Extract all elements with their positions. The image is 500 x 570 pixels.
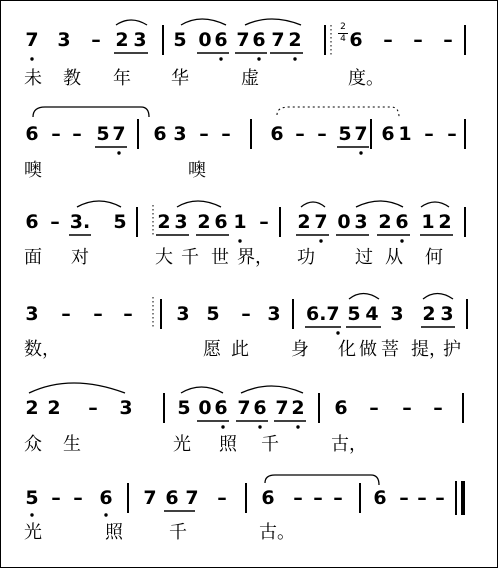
note: 2: [422, 303, 436, 325]
note: 6: [99, 487, 113, 509]
octave-dot: [30, 57, 33, 60]
note: –: [51, 487, 61, 509]
note: –: [443, 29, 453, 51]
slur: [301, 202, 325, 207]
note: 2: [197, 211, 211, 233]
note: –: [259, 211, 269, 233]
note: –: [399, 487, 409, 509]
note: 6: [253, 397, 267, 419]
lyric: 愿: [203, 339, 221, 360]
note: 5: [347, 303, 361, 325]
note: 2: [115, 29, 129, 51]
note: 6: [395, 211, 409, 233]
lyric: 教: [63, 68, 81, 89]
lyric: 何: [425, 247, 443, 268]
score-marks: [1, 385, 499, 475]
lyric: 生: [63, 434, 81, 455]
note: 5: [25, 487, 39, 509]
slur: [421, 202, 449, 207]
lyric: 界，: [237, 247, 273, 268]
octave-dot: [104, 513, 107, 516]
score-marks: [1, 201, 499, 291]
note: 7: [326, 303, 340, 325]
note: 7: [25, 29, 39, 51]
lyric: 众: [24, 434, 42, 455]
note: 2: [25, 397, 39, 419]
note: –: [317, 123, 327, 145]
note: –: [51, 123, 61, 145]
lyric: 噢: [24, 160, 42, 181]
lyric: 千: [181, 247, 199, 268]
note: 3: [173, 123, 187, 145]
lyric: 世: [211, 247, 229, 268]
note: 0: [198, 29, 212, 51]
note: –: [88, 397, 98, 419]
note: –: [369, 397, 379, 419]
note: 3: [133, 29, 147, 51]
note: 7: [237, 397, 251, 419]
lyric: 菩: [381, 339, 399, 360]
note: 0: [337, 211, 351, 233]
lyric: 照: [105, 522, 123, 543]
lyric: 年: [113, 68, 131, 89]
lyric: 此: [231, 339, 249, 360]
note: 6: [381, 123, 395, 145]
note: 4: [365, 303, 379, 325]
slur: [177, 201, 221, 207]
lyric: 古，: [331, 434, 367, 455]
score-system-1: [1, 21, 499, 111]
lyric: 面: [24, 247, 42, 268]
note: –: [333, 487, 343, 509]
note: 1: [233, 211, 247, 233]
note: –: [435, 487, 445, 509]
slur: [181, 387, 223, 393]
lyric: 度。: [348, 68, 384, 89]
octave-dot: [319, 239, 322, 242]
score-system-3: [1, 201, 499, 291]
lyric: 提，: [411, 339, 447, 360]
note: 7: [185, 487, 199, 509]
lyric: 虚: [241, 68, 259, 89]
note: 0: [198, 397, 212, 419]
note: 2: [378, 211, 392, 233]
slur: [116, 20, 147, 25]
note: 1: [421, 211, 435, 233]
lyric: 护: [443, 339, 461, 360]
octave-dot: [336, 331, 339, 334]
octave-dot: [293, 57, 296, 60]
lyric: 化: [338, 339, 356, 360]
note: 7: [275, 397, 289, 419]
note: –: [221, 123, 231, 145]
lyric: 做: [359, 339, 377, 360]
note: –: [50, 211, 60, 233]
slur: [423, 294, 453, 300]
note: 6: [349, 29, 363, 51]
note: 5: [206, 303, 220, 325]
note: 5: [96, 123, 110, 145]
score-system-6: [1, 477, 499, 567]
octave-dot: [400, 239, 403, 242]
note: 6: [261, 487, 275, 509]
slur: [349, 294, 379, 300]
note: 2: [288, 29, 302, 51]
lyric: 光: [24, 522, 42, 543]
tie-bracket: [265, 475, 379, 485]
note: 7: [143, 487, 157, 509]
octave-dot: [238, 239, 241, 242]
lyric: 千: [261, 434, 279, 455]
note: –: [417, 487, 427, 509]
slur: [356, 201, 403, 207]
note: 7: [271, 29, 285, 51]
note: 3: [390, 303, 404, 325]
note: –: [241, 303, 251, 325]
score-system-4: [1, 293, 499, 383]
score-system-2: [1, 111, 499, 201]
note: 6: [334, 397, 348, 419]
note: –: [93, 303, 103, 325]
note: 3: [354, 211, 368, 233]
note: 3: [440, 303, 454, 325]
note: –: [61, 303, 71, 325]
note: –: [123, 303, 133, 325]
octave-dot: [296, 425, 299, 428]
note: –: [433, 397, 443, 419]
lyric: 照: [219, 434, 237, 455]
note: –: [447, 123, 457, 145]
note: 5: [173, 29, 187, 51]
lyric: 数，: [24, 339, 60, 360]
lyric: 未: [24, 68, 42, 89]
lyric: 噢: [188, 160, 206, 181]
note: –: [72, 123, 82, 145]
note: 2: [297, 211, 311, 233]
note: 6: [153, 123, 167, 145]
note: 2: [47, 397, 61, 419]
octave-dot: [257, 57, 260, 60]
note: 5: [177, 397, 191, 419]
note: –: [313, 487, 323, 509]
octave-dot: [258, 425, 261, 428]
slur: [29, 383, 125, 393]
lyric: 华: [171, 68, 189, 89]
score-marks: [1, 111, 499, 201]
slur: [77, 201, 121, 207]
note: 6: [214, 211, 228, 233]
lyric: 大: [155, 247, 173, 268]
note: –: [293, 487, 303, 509]
note: –: [91, 29, 101, 51]
lyric: 功: [297, 247, 315, 268]
score-system-5: [1, 385, 499, 475]
note: 2: [438, 211, 452, 233]
slur: [241, 386, 303, 393]
slur: [245, 19, 301, 25]
note: 3.: [69, 211, 91, 233]
note: 3: [174, 211, 188, 233]
octave-dot: [221, 425, 224, 428]
note: –: [217, 487, 227, 509]
note: 1: [398, 123, 412, 145]
slur: [181, 19, 226, 25]
octave-dot: [117, 151, 120, 154]
note: –: [424, 123, 434, 145]
octave-dot: [219, 57, 222, 60]
note: 3: [57, 29, 71, 51]
lyric: 古。: [259, 522, 295, 543]
note: 3: [25, 303, 39, 325]
note: 2: [291, 397, 305, 419]
time-signature-denominator: 4: [340, 34, 346, 44]
note: –: [402, 397, 412, 419]
note: 7: [354, 123, 368, 145]
lyric: 过: [355, 247, 373, 268]
lyric: 千: [169, 522, 187, 543]
note: 6: [270, 123, 284, 145]
note: 2: [157, 211, 171, 233]
note: 6.: [306, 303, 327, 325]
note: 6: [25, 123, 39, 145]
note: –: [413, 29, 423, 51]
note: 5: [338, 123, 352, 145]
note: 6: [25, 211, 39, 233]
note: 6: [252, 29, 266, 51]
note: 7: [314, 211, 328, 233]
lyric: 身: [291, 339, 309, 360]
note: 6: [214, 29, 228, 51]
note: –: [383, 29, 393, 51]
note: –: [73, 487, 83, 509]
note: 3: [267, 303, 281, 325]
note: 3: [176, 303, 190, 325]
lyric: 从: [385, 247, 403, 268]
note: 7: [112, 123, 126, 145]
lyric: 对: [71, 247, 89, 268]
note: 3: [119, 397, 133, 419]
note: 6: [373, 487, 387, 509]
note: 7: [236, 29, 250, 51]
octave-dot: [30, 513, 33, 516]
note: 6: [214, 397, 228, 419]
note: 5: [113, 211, 127, 233]
time-signature-numerator: 2: [340, 22, 346, 32]
note: –: [199, 123, 209, 145]
score-marks: [1, 477, 499, 567]
score-marks: [1, 293, 499, 383]
lyric: 光: [173, 434, 191, 455]
octave-dot: [359, 151, 362, 154]
score-marks: [1, 21, 499, 111]
note: 6: [165, 487, 179, 509]
note: –: [295, 123, 305, 145]
